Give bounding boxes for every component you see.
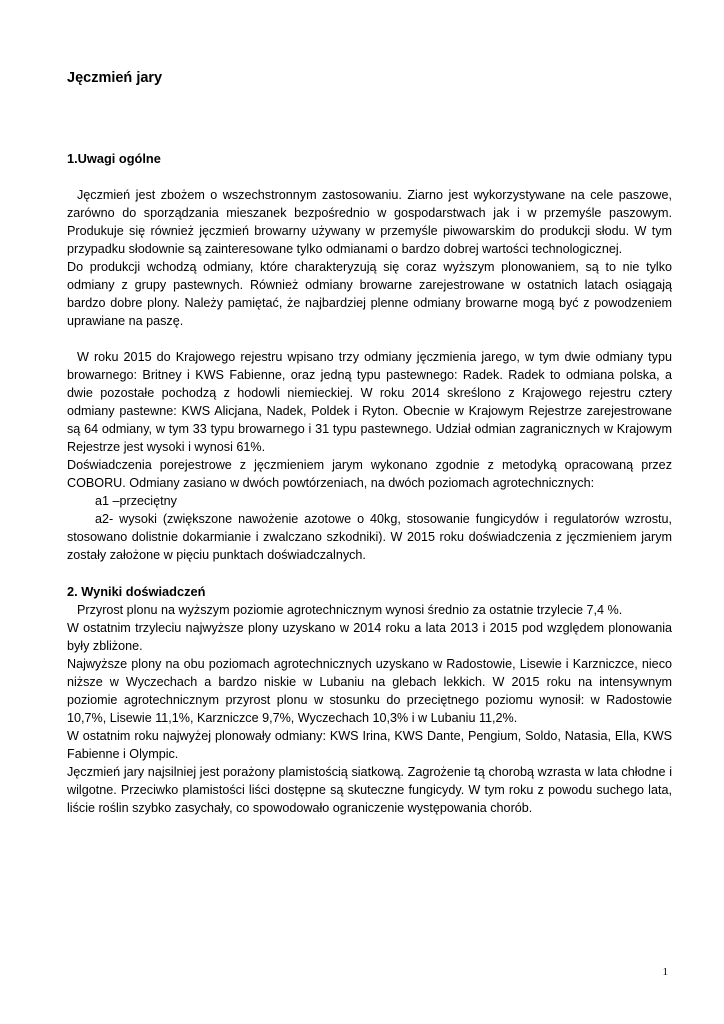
paragraph: W ostatnim trzyleciu najwyższe plony uzyskano w 2014 roku a lata 2013 i 2015 pod względem plonowania były zbliżone. (67, 621, 672, 653)
paragraph: Najwyższe plony na obu poziomach agrotechnicznych uzyskano w Radostowie, Lisewie i Karzniczce, nieco niższe w Wyczechach a bardzo niskie w Lubaniu na glebach lekkich. W 2015 roku na intensywnym poziomie agrotechnicznym przyrost plonu w stosunku do przeciętnego poziomu wynosił: w Radostowie 10,7%, Lisewie 11,1%, Karzniczce 9,7%, Wyczechach 10,3% i w Lubaniu 11,2%. (67, 657, 672, 725)
paragraph: Jęczmień jary najsilniej jest porażony plamistością siatkową. Zagrożenie tą chorobą wzrasta w lata chłodne i wilgotne. Przeciwko plamistości liści dostępne są skuteczne fungicydy. W tym roku z powodu suchego lata, liście roślin szybko zasychały, co spowodowało ograniczenie występowania chorób. (67, 765, 672, 815)
list-item-level-a1: a1 –przeciętny (95, 494, 177, 508)
paragraph: W ostatnim roku najwyżej plonowały odmiany: KWS Irina, KWS Dante, Pengium, Soldo, Natasia, Ella, KWS Fabienne i Olympic. (67, 729, 672, 761)
document-body (67, 150, 672, 817)
paragraph: Doświadczenia porejestrowe z jęczmieniem jarym wykonano zgodnie z metodyką opracowaną przez COBORU. Odmiany zasiano w dwóch powtórzeniach, na dwóch poziomach agrotechnicznych: (67, 458, 672, 490)
section-heading-results: 2. Wyniki doświadczeń (67, 584, 206, 599)
section-heading-general-remarks: 1.Uwagi ogólne (67, 151, 161, 166)
paragraph: Przyrost plonu na wyższym poziomie agrotechnicznym wynosi średnio za ostatnie trzylecie 7,4 %. (77, 603, 623, 617)
page-number: 1 (662, 966, 668, 978)
paragraph: Jęczmień jest zbożem o wszechstronnym zastosowaniu. Ziarno jest wykorzystywane na cele paszowe, zarówno do sporządzania mieszanek bezpośrednio w gospodarstwach jak i w przemyśle paszowym. Produkuje się również jęczmień browarny używany w przemyśle piwowarskim do produkcji słodu. W tym przypadku słodownie są zainteresowane tylko odmianami o bardzo dobrej wartości technologicznej. (67, 188, 672, 256)
list-item-level-a2: a2- wysoki (zwiększone nawożenie azotowe o 40kg, stosowanie fungicydów i regulatorów wzrostu, stosowano dolistnie dokarmianie i zwalczano szkodniki). W 2015 roku doświadczenia z jęczmieniem jarym zostały założone w pięciu punktach doświadczalnych. (67, 512, 672, 562)
paragraph: W roku 2015 do Krajowego rejestru wpisano trzy odmiany jęczmienia jarego, w tym dwie odmiany typu browarnego: Britney i KWS Fabienne, oraz jedną typu pastewnego: Radek. Radek to odmiana polska, a dwie pozostałe pochodzą z hodowli niemieckiej. W roku 2014 skreślono z Krajowego rejestru cztery odmiany pastewne: KWS Alicjana, Nadek, Poldek i Ryton. Obecnie w Krajowym Rejestrze zarejestrowane są 64 odmiany, w tym 33 typu browarnego i 31 typu pastewnego. Udział odmian zagranicznych w Krajowym Rejestrze jest wysoki i wynosi 61%. (67, 350, 672, 454)
paragraph: Do produkcji wchodzą odmiany, które charakteryzują się coraz wyższym plonowaniem, są to nie tylko odmiany z grupy pastewnych. Również odmiany browarne zarejestrowane w ostatnich latach osiągają bardzo dobre plony. Należy pamiętać, że najbardziej plenne odmiany browarne mogą być z powodzeniem uprawiane na paszę. (67, 260, 672, 328)
document-title: Jęczmień jary (67, 70, 163, 86)
